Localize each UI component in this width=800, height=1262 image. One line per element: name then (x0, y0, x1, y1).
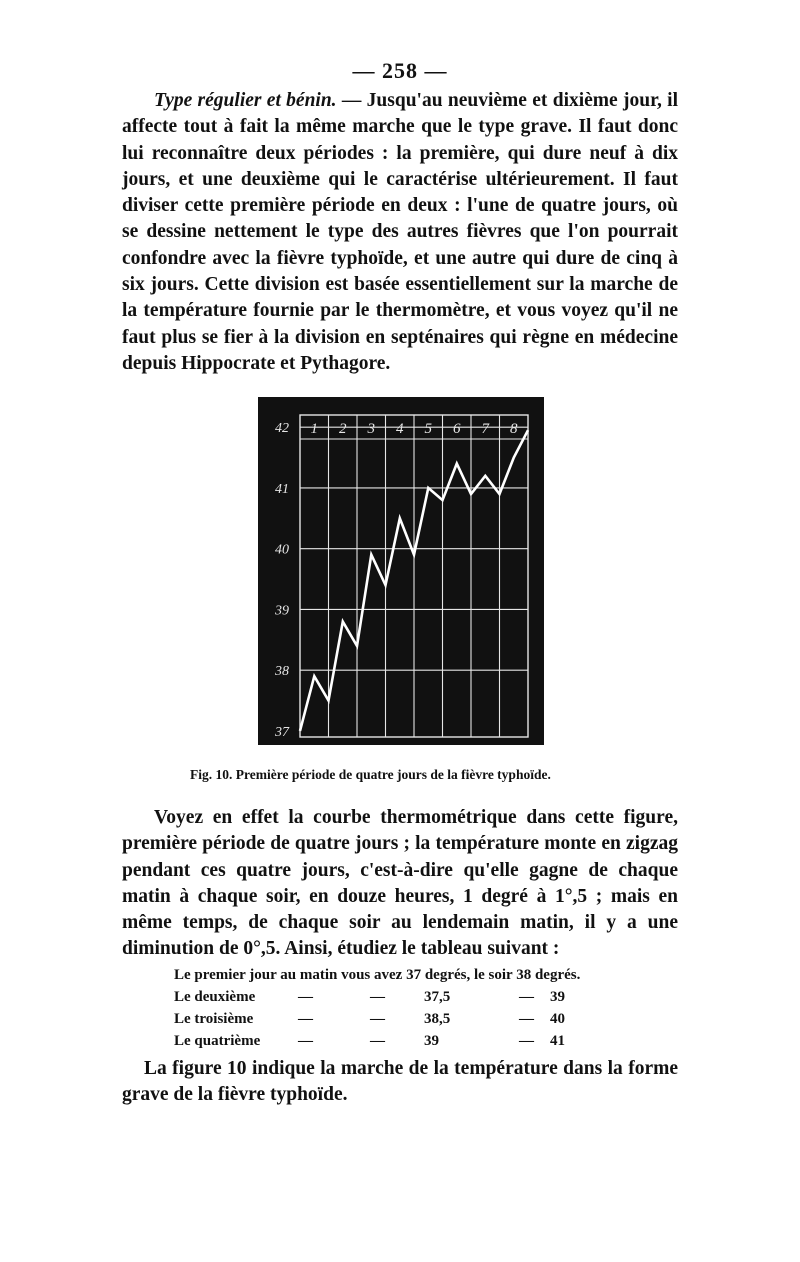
evening-temp: 40 (550, 1011, 565, 1027)
ditto-mark: — (519, 1011, 534, 1027)
ditto-mark: — (370, 1011, 385, 1027)
y-tick-label: 40 (275, 542, 289, 558)
row-label: Le troisième (174, 1011, 254, 1027)
evening-temp: 41 (550, 1033, 565, 1049)
ditto-mark: — (298, 1011, 313, 1027)
evening-temp: 39 (550, 989, 565, 1005)
y-tick-label: 37 (275, 724, 289, 740)
row-label: Le deuxième (174, 989, 256, 1005)
row-label: Le quatrième (174, 1033, 261, 1049)
x-tick-label: 3 (367, 421, 375, 437)
ditto-mark: — (370, 1033, 385, 1049)
table-row (174, 1030, 634, 1052)
ditto-mark: — (519, 989, 534, 1005)
y-tick-label: 41 (275, 481, 289, 497)
temperature-chart (258, 397, 544, 745)
table-first-line: Le premier jour au matin vous avez 37 degrés, le soir 38 degrés. (174, 967, 581, 983)
x-tick-label: 8 (510, 421, 518, 437)
paragraph-figure-10: La figure 10 indique la marche de la température dans la forme grave de la fièvre typhoïde. (122, 1058, 678, 1106)
ditto-mark: — (298, 1033, 313, 1049)
paragraph-courbe: Voyez en effet la courbe thermométrique dans cette figure, première période de quatre jours ; la température monte en zigzag pendant ces quatre jours, c'est-à-dire qu'elle gagne de chaque matin à chaque soir, en douze heures, 1 degré à 1°,5 ; mais en même temps, de chaque soir au lendemain matin, il y a une diminution de 0°,5. Ainsi, étudiez le tableau suivant : (122, 807, 678, 960)
x-tick-label: 7 (481, 421, 489, 437)
x-tick-label: 2 (339, 421, 347, 437)
y-tick-label: 39 (275, 603, 289, 619)
temperature-table (174, 964, 634, 1052)
morning-temp: 37,5 (424, 989, 451, 1005)
ditto-mark: — (298, 989, 313, 1005)
x-tick-label: 6 (453, 421, 461, 437)
table-row (174, 986, 634, 1008)
x-tick-label: 5 (424, 421, 432, 437)
section-lead: Type régulier et bénin. (154, 90, 337, 111)
ditto-mark: — (519, 1033, 534, 1049)
y-tick-label: 42 (275, 421, 289, 437)
page-number: — 258 — (352, 58, 448, 83)
morning-temp: 38,5 (424, 1011, 451, 1027)
x-tick-label: 4 (396, 421, 404, 437)
paragraph-body: — Jusqu'au neuvième et dixième jour, il affecte tout à fait la même marche que le type grave. Il faut donc lui reconnaître deux périodes : la première, qui dure neuf à dix jours, et une deuxième qui le caractérise ultérieurement. Il faut diviser cette première période en deux : l'une de quatre jours, où se dessine nettement le type des autres fièvres que l'on pourrait confondre avec la fièvre typhoïde, et une autre qui dure de cinq à six jours. Cette division est basée essentiellement sur la marche de la température fournie par le thermomètre, et vous voyez qu'il ne faut plus se fier à la division en septénaires qui règne en médecine depuis Hippocrate et Pythagore. (122, 90, 678, 374)
ditto-mark: — (370, 989, 385, 1005)
temperature-chart-svg (258, 397, 544, 745)
figure-caption: Fig. 10. Première période de quatre jours de la fièvre typhoïde. (190, 767, 551, 782)
morning-temp: 39 (424, 1033, 439, 1049)
table-row (174, 1008, 634, 1030)
paragraph-type-regulier (122, 88, 678, 377)
x-tick-label: 1 (310, 421, 318, 437)
y-tick-label: 38 (275, 664, 289, 680)
